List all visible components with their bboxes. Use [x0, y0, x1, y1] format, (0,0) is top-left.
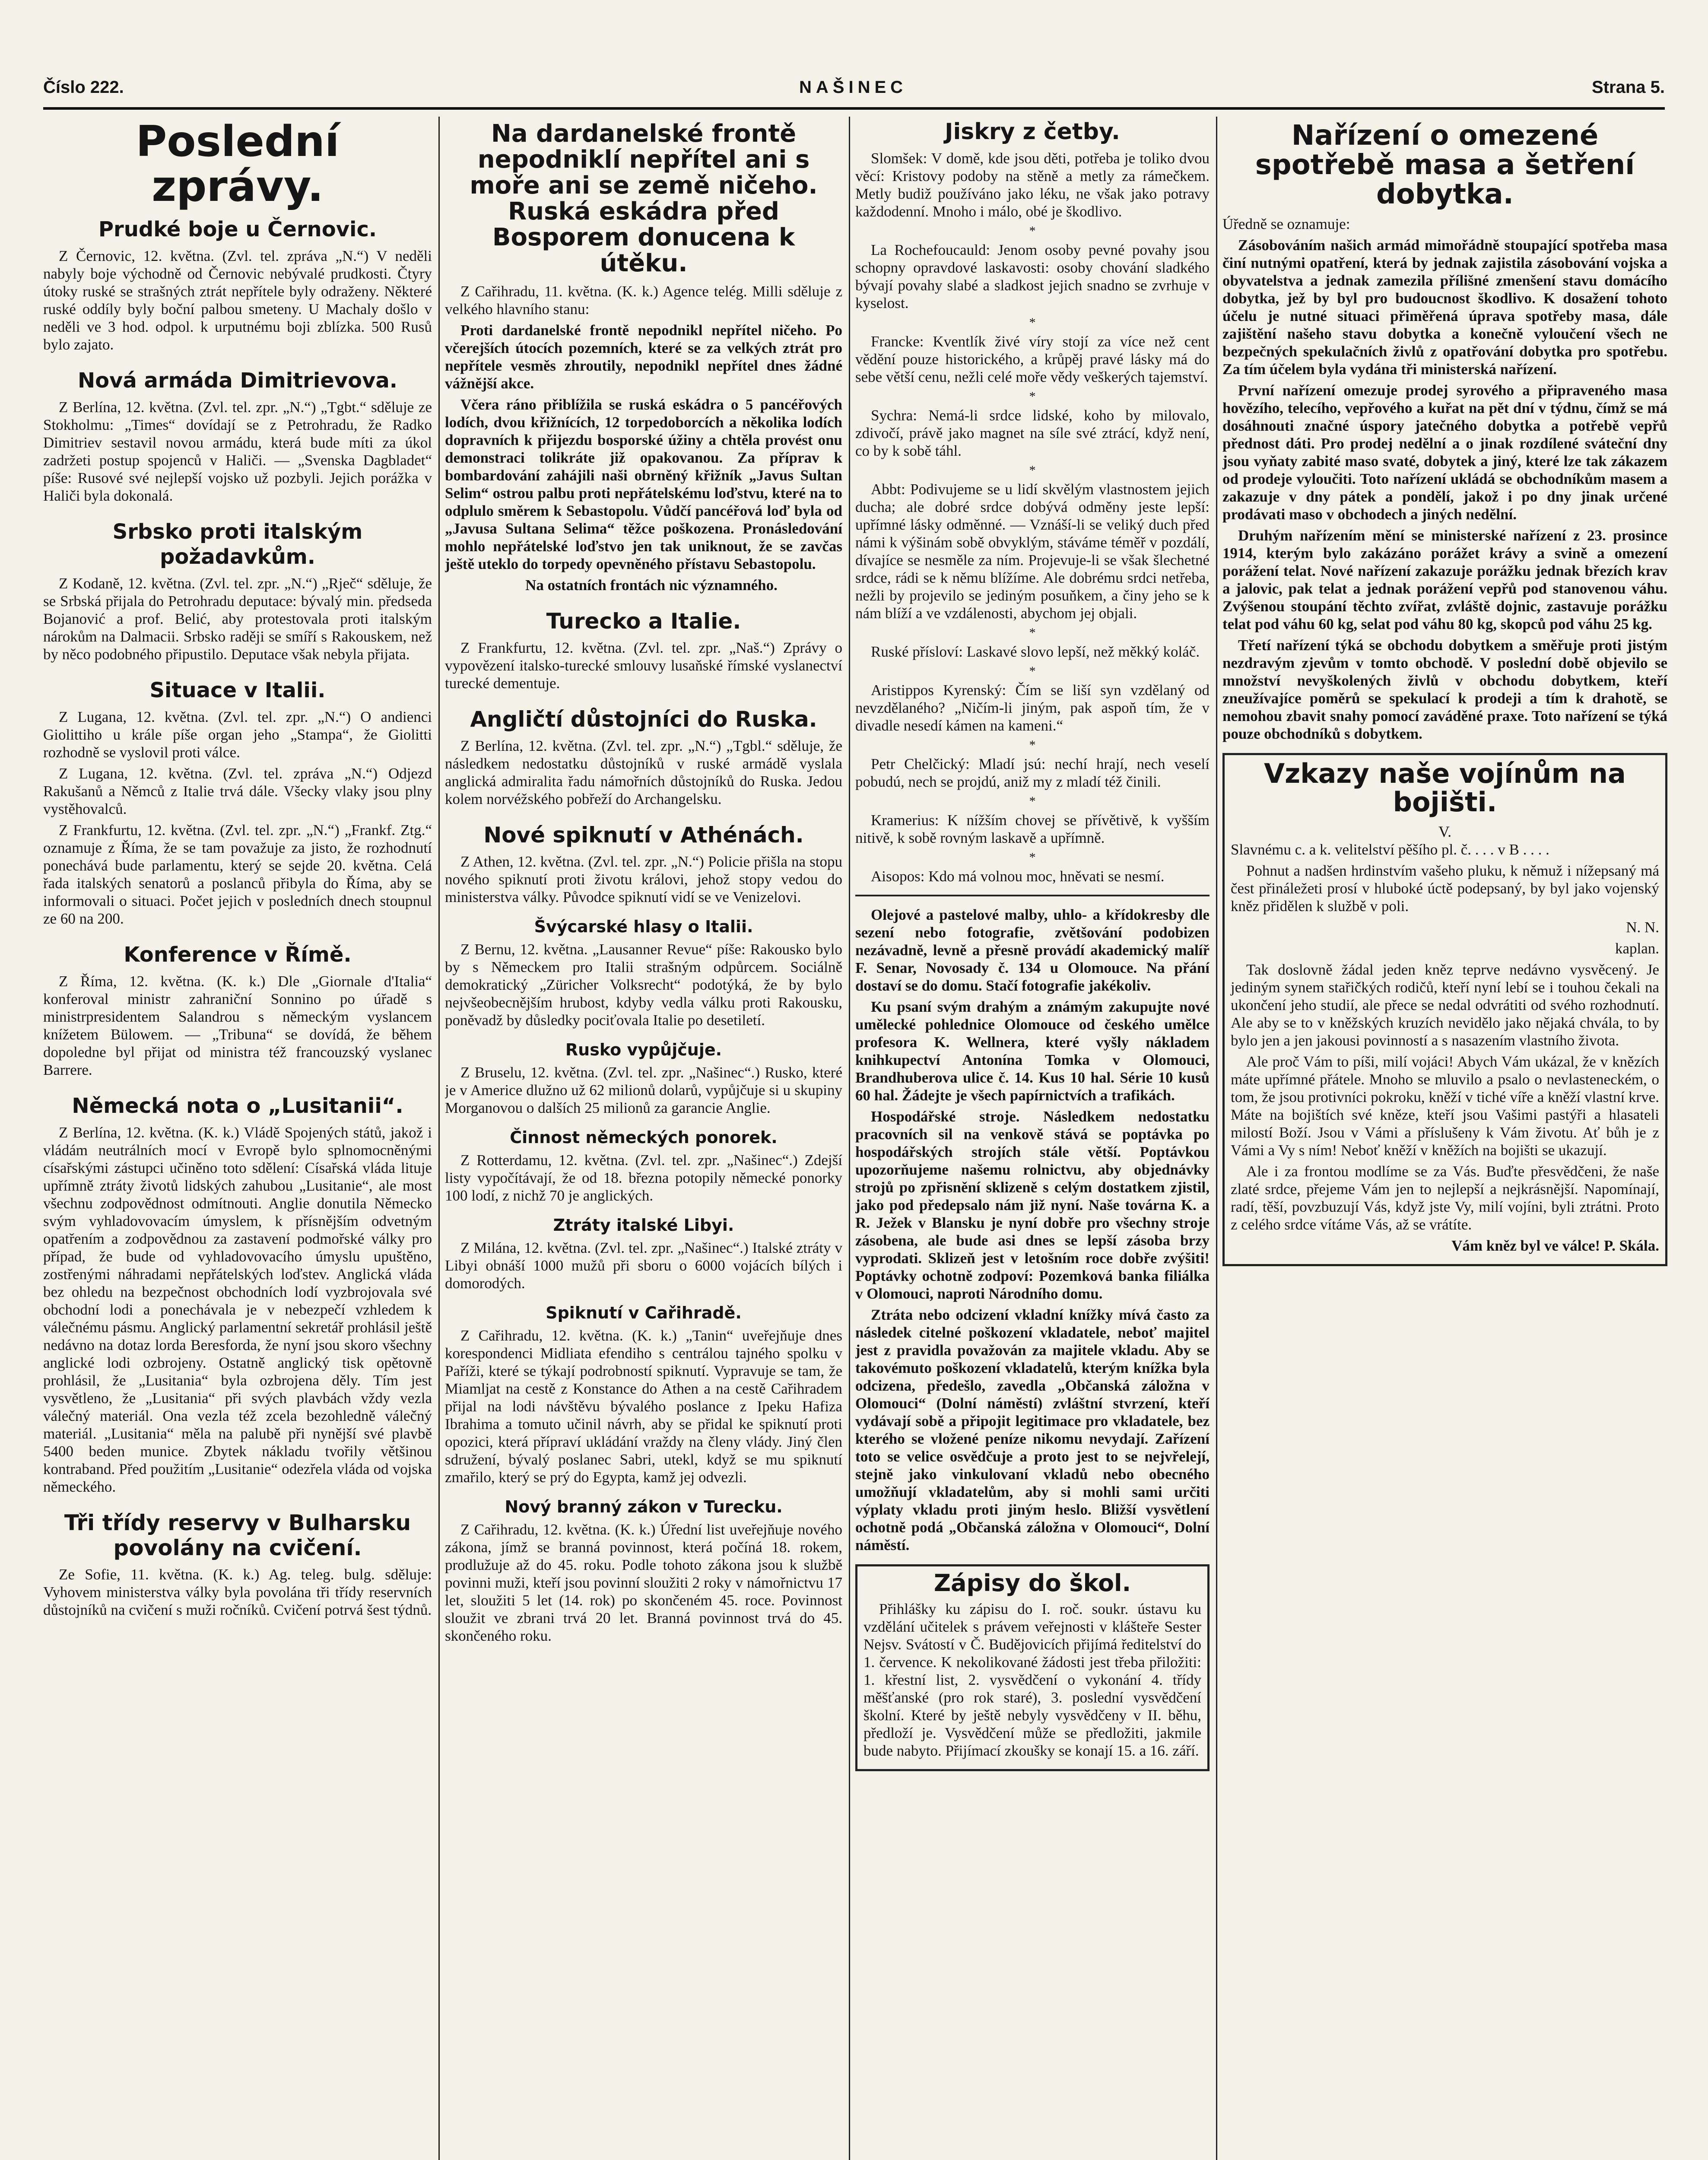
page-number: Strana 5. — [1592, 78, 1665, 97]
separator-star: * — [1029, 738, 1036, 752]
article-body: Z Berlína, 12. května. (K. k.) Vládě Spojených států, jakož i vládám neutrálních mocí v Evropě bylo splnomocněnými císařskými zástupci učiněno toto sdělení: Císařská vláda lituje upřímně ztráty životů lidských zahubou „Lusitanie“, ale most všechnu zodpovědnost odmítnouti. Anglie donutila Německo svým vyhladovovacím úmyslem, k přísnějším odvetným opatřením a zodpovědnou za zastavení podmořské války pro případ, že bude od vyhladovovacího úmyslu upuštěno, zostřenými náhradami nepřátelských loďstev. Anglická vláda bez ohledu na bezpečnost obchodních lodí vyzbrojovala své obchodní lodi a ponechávala je v nebezpečí vzhledem k válečnému pásmu. Anglický parlamentní sekretář prohlásil ještě nedávno na dotaz lorda Beresforda, že nyní jsou skoro všechny anglické lodi ozbrojeny. Ostatně anglický tisk opětovně prohlásil, že „Lusitania“ byla ozbrojena děly. Tím jest vysvětleno, že „Lusitania“ při svých plavbách vždy vezla válečný materiál. Ona vezla též zcela bezohledně válečný materiál. „Lusitania“ měla na palubě při nynější své plavbě 5400 beden munice. Zbytek nákladu tvořily většinou kontraband. Před použitím „Lusitanie“ odezřela vláda od vojska německého. — [43, 1124, 432, 1495]
letter-signature: N. N. — [1626, 919, 1659, 936]
separator-star: * — [1029, 794, 1036, 808]
letter-body: Ale proč Vám to píši, milí vojáci! Abych Vám ukázal, že v knězích máte upřímné přátele. Mnoho se mluvilo a psalo o nevlasteneckém, o tom, že jsou protivníci pokroku, kněží v tiché víře a kněží vlastní krve. Máte na bojištích své kněze, kteří jsou Vašimi pastýři a hlasateli milostí Boží. Jsou v Vámi a příslušeny k Vám životu. Ať bůh je z Vámi a Vy s ním! Neboť kněží v kněžích na bojišti se ukazují. — [1231, 1053, 1659, 1159]
article-body: Z Cařihradu, 12. května. (K. k.) Úřední list uveřejňuje nového zákona, jímž se branná povinnost, která počíná 18. rokem, prodlužuje až do 45. roku. Podle tohoto zákona jsou k službě povinni muži, kteří jsou povinní sloužiti 2 roky v námořnictvu 17 let, sloužiti 5 let (14. rok) po skončeném 45. roce. Povinnost sloužit ve zbrani trvá 20 let. Branná povinnost trvá do 45. skončeného roku. — [445, 1521, 842, 1644]
article-body: Z Berlína, 12. května. (Zvl. tel. zpr. „N.“) „Tgbl.“ sděluje, že následkem nedostatku důstojníků v ruské armádě vyslala anglická admiralita řadu námořních důstojníků do Ruska. Jedou kolem norvéžského pobřeží do Archangelsku. — [445, 737, 842, 807]
article-body: Z Bernu, 12. května. „Lausanner Revue“ píše: Rakousko bylo by s Německem pro Italii strašným odpůrcem. Sociálně demokratický „Züricher Volksrecht“ podotýká, že by bylo nejvšeobecnějším hrubost, kdyby vedla válku proti Rakousku, poněvadž by důsledky pociťovala Italie po desetiletí. — [445, 941, 842, 1029]
column-4 — [1222, 117, 1667, 2160]
article-body: Z Lugana, 12. května. (Zvl. tel. zpr. „N.“) O andienci Giolittiho u krále píše organ jeho „Stampa“, že Giolitti rozhodně se vyslovil proti válce. — [43, 708, 432, 761]
quote: Petr Chelčický: Mladí jsú: nechí hrají, nech veselí pobudú, nech se projdú, aniž my z mladí též činili. — [855, 756, 1210, 790]
article-headline: Nařízení o omezené spotřebě masa a šetření dobytka. — [1255, 120, 1635, 210]
article-headline: Tři třídy reservy v Bulharsku povolány na cvičení. — [64, 1510, 411, 1560]
article-body: Ze Sofie, 11. května. (K. k.) Ag. teleg. bulg. sděluje: Vyhovem ministerstva války byla povolána tři třídy reservních důstojníků na cvičení s muži ročníků. Cvičení potrvá šest týdnů. — [43, 1566, 432, 1618]
article-body: Z Milána, 12. května. (Zvl. tel. zpr. „Našinec“.) Italské ztráty v Libyi obnáší 1000 mužů při sboru o 6000 vojácích bílých i domorodých. — [445, 1239, 842, 1292]
article-headline: Situace v Italii. — [149, 678, 326, 702]
school-notice-box — [855, 1564, 1210, 1771]
article-headline: Angličtí důstojníci do Ruska. — [470, 707, 817, 732]
article-headline: Prudké boje u Černovic. — [98, 217, 377, 241]
separator-star: * — [1029, 626, 1036, 640]
article-body: Z Cařihradu, 12. května. (K. k.) „Tanin“ uveřejňuje dnes korespondenci Midliata efendiho s centrálou tajného spolku v Paříži, které se týkají podrobností spiknutí. Vypravuje se tam, že Miamljat na cestě z Konstance do Athen a na cestě Cařihradem přijal na lodi návštěvu bývalého poslance z Ipeku Hafiza Ibrahima a tomuto učinil návrh, aby se přidal ke spiknutí proti opozici, která přípraví ukládání vraždy na členy vlády. Jiný člen sdružení, bývalý poslanec Sabri, utekl, když se mu spiknutí zmařilo, který se prý do Egypta, kamž jej odvezli. — [445, 1327, 842, 1486]
page-header — [43, 78, 1665, 104]
letter-body: Tak doslovně žádal jeden kněz teprve nedávno vysvěcený. Je jediným synem stařičkých rodičů, kteří nyní lebí se i touhou čekali na ukončení jeho studií, ale přece se nedal odvrátiti od svého rozhodnutí. Ale aby se to v kněžských kruzích nevidělo jako nějaká chvála, to by bylo jen a jen jakousi povinností a s nasazením vlastního života. — [1231, 961, 1659, 1049]
article-headline: Švýcarské hlasy o Italii. — [534, 917, 753, 936]
separator-star: * — [1029, 389, 1036, 403]
letter-signature-title: kaplan. — [1615, 940, 1659, 957]
article-body: Z Rotterdamu, 12. května. (Zvl. tel. zpr. „Našinec“.) Zdejší listy vypočítávají, že od 18. března potopily německé ponorky 100 lodí, z nichž 70 je anglických. — [445, 1152, 842, 1204]
quote: Ruské přísloví: Laskavé slovo lepší, než měkký koláč. — [871, 643, 1200, 660]
article-headline: Nový branný zákon v Turecku. — [505, 1497, 783, 1516]
article-body: Z Frankfurtu, 12. května. (Zvl. tel. zpr. „Naš.“) Zprávy o vypovězení italsko-turecké smlouvy lusaňské římské vyslanectví turecké dementuje. — [445, 639, 842, 692]
column-2 — [445, 117, 842, 2160]
article-body: Z Athen, 12. května. (Zvl. tel. zpr. „N.“) Policie přišla na stopu nového spiknutí proti životu královi, jehož stopy vedou do ministerstva války. Původce spiknutí vidí se ve Venizelovi. — [445, 853, 842, 905]
letter-signature: P. Skála. — [1603, 1237, 1659, 1254]
article-lead: Úředně se oznamuje: — [1222, 216, 1350, 232]
separator-star: * — [1029, 850, 1036, 864]
notice-body: Ztráta nebo odcizení vkladní knížky mívá často za následek citelné poškození vkladatele, neboť majitel jest z pravidla považován za majitele vkladu. Aby se takovémuto poškození vkladatelů, kterým knížka byla odcizena, předešlo, zavedla „Občanská záložna v Olomouci“ (Dolní náměstí) zvláštní stvrzení, kteří vydávají sobě a připojit legitimace pro vkladatele, bez kterého se vložené peníze nikomu nevydají. Zařízení toto se velice osvědčuje a proto jest to se nejvřelejí, stejně jako vinkulovaní vkladů nebo obecného umožňují vkladatelům, aby si mohli sami určiti výplaty vkladu proti jiným heslo. Bližší vysvětlení ochotně podá „Občanská záložna v Olomouci“, Dolní náměstí. — [855, 1306, 1210, 1553]
article-body: První nařízení omezuje prodej syrového a připraveného masa hovězího, telecího, vepřového a kuřat na pět dní v týdnu, čímž se má dosáhnouti značné úspory jatečného dobytka a potřebě vepřů přednost dáti. Pro prodej nedělní a o jinak rozdílené sváteční dny jsou vyňaty zabité maso svaté, dobytek a jiný, které lze tak zákazem od prodeje vyloučiti. Toto nařízení ukládá se obchodníkům masem a zakazuje v dny pátek a pondělí, jakož i po dny jinak určené prodávati maso v obchodech a jiných nedělní. — [1222, 382, 1667, 523]
article-body: Z Říma, 12. května. (K. k.) Dle „Giornale d'Italia“ konferoval ministr zahraniční Sonnino po úřadě s ministrpresidentem Salandrou s německým vyslancem knížetem Bülowem. — „Tribuna“ se dovídá, že během dopoledne byl přijat od ministra též francouzský vyslanec Barrere. — [43, 973, 432, 1078]
notice-body: Hospodářské stroje. Následkem nedostatku pracovních sil na venkově stává se poptávka po hospodářských strojích stále větší. Poptávkou upozorňujeme našemu rolnictvu, aby objednávky strojů po zpřisnění sklizeně s celým dostatkem zjistil, jako pod předepsalo nám již nyní. Naše továrna K. a R. Ježek v Blansku je nyní dobře pro všechny stroje zásobena, ale bude asi dnes se lepší zásoba brzy vyprodati. Sklizeň jest v letošním roce dobře zvýšiti! Poptávky ochotně zodpoví: Pozemková banka filiálka v Olomouci, naproti Národního domu. — [855, 1108, 1210, 1302]
quote: Kramerius: K nížším chovej se přívětivě, k vyšším nitivě, k sobě rovným laskavě a upřímně. — [855, 812, 1210, 846]
article-body: Z Lugana, 12. května. (Zvl. tel. zpráva „N.“) Odjezd Rakušanů a Němců z Italie trvá dále. Všecky vlaky jsou plny vystěhovalců. — [43, 765, 432, 817]
letter-address: Slavnému c. a k. velitelství pěšího pl. č. . . . v B . . . . — [1231, 841, 1549, 858]
column-divider — [1216, 117, 1217, 2160]
article-body: Z Cařihradu, 11. května. (K. k.) Agence telég. Milli sděluje z velkého hlavního stanu: — [445, 283, 842, 318]
article-headline: Spiknutí v Cařihradě. — [546, 1303, 742, 1322]
section-title: Poslední zprávy. — [136, 117, 340, 211]
letters-box — [1222, 753, 1667, 1266]
separator-star: * — [1029, 315, 1036, 330]
article-body: Proti dardanelské frontě nepodnikl nepřítel ničeho. Po včerejších útocích pozemních, které se za velkých ztrát pro nepřítele vesměs zhroutily, nepodnikl nepřítel dnes žádné vážnější akce. — [445, 322, 842, 392]
article-headline: Rusko vypůjčuje. — [565, 1040, 722, 1059]
letter-number: V. — [1438, 823, 1452, 840]
column-3 — [855, 117, 1210, 2160]
quote: Sychra: Nemá-li srdce lidské, koho by milovalo, zdivočí, právě jako magnet na síle své ztrácí, když není, co by k sobě táhl. — [855, 407, 1210, 459]
article-body: Přihlášky ku zápisu do I. roč. soukr. ústavu ku vzdělání učitelek s právem veřejnosti v klášteře Sester Nejsv. Svátostí v Č. Budějovicích přijímá ředitelství do 1. července. K nekolikované žádosti jest třeba přiložiti: 1. křestní list, 2. vysvědčení o vykonání 4. třídy měšťanské (pro rok staré), 3. poslední vysvědčení školní. Které by ještě nebyly vysvědčeny v II. běhu, předloží je. Vysvědčení může se předložiti, jakmile bude nabyto. Přijímací zkoušky se konají 15. a 16. září. — [864, 1601, 1201, 1759]
quote: La Rochefoucauld: Jenom osoby pevné povahy jsou schopny opravdové laskavosti: osoby chování sladkého bývají povahy slabé a sladkost jejich snadno se zvrhuje v kyselost. — [855, 241, 1210, 311]
article-body: Z Bruselu, 12. května. (Zvl. tel. zpr. „Našinec“.) Rusko, které je v Americe dlužno už 62 milionů dolarů, vypůjčuje si u skupiny Morganovou o dalších 25 milionů za garancie Anglie. — [445, 1064, 842, 1116]
article-headline: Jiskry z četby. — [945, 119, 1120, 145]
column-divider — [849, 117, 850, 2160]
letter-closing — [1231, 1237, 1659, 1255]
article-headline: Nová armáda Dimitrievova. — [77, 368, 398, 393]
article-body: Z Černovic, 12. května. (Zvl. tel. zpráva „N.“) V neděli nabyly boje východně od Černovic nebývalé prudkosti. Čtyry útoky ruské se strašných ztrát nepřítele byly odraženy. Některé ruské oddíly byly boční palbou smeteny. U Machaly došlo v neděli ve 3 hod. odpol. k urputnému boji zblízka. 500 Rusů bylo zajato. — [43, 248, 432, 353]
issue-number: Číslo 222. — [43, 78, 124, 97]
article-headline: Vzkazy naše vojínům na bojišti. — [1264, 758, 1626, 818]
article-body: Zásobováním našich armád mimořádně stoupající spotřeba masa činí nutnými opatření, která by jednak zajistila zásobování vojska a obyvatelstva a jednak zamezila přílišné zmenšení stavu domácího dobytka, jež by byl pro budoucnost škodlivo. K dosažení tohoto účelu je nutné situaci přiměřená úprava spotřeby masa, dále zajištění našeho stavu dobytka a konečně vyloučení všech ne bezpečných spekulačních živlů z opatřování dobytka pro spotřebu. Za tím účelem byla vydána tři ministerská nařízení. — [1222, 237, 1667, 378]
separator-star: * — [1029, 463, 1036, 477]
notice-body: Olejové a pastelové malby, uhlo- a křídokresby dle sezení nebo fotografie, zvětšování podobizen nezávadně, levně a přesně provádí akademický malíř F. Senar, Novosady č. 134 u Olomouce. Na přání dostaví se do domu. Stačí fotografie jakékoliv. — [855, 906, 1210, 994]
article-body: Třetí nařízení týká se obchodu dobytkem a směřuje proti jistým nezdravým zjevům v tomto obchodě. V poslední době objevilo se množství nevyškolených živlů v obchodu dobytkem, kteří zneužívajíce poměrů se spekulací k prodeji a tím k drahotě, se nemohou zbavit snahy pomocí zaváděné praxe. Toto nařízení se týká pouze obchodníků s dobytkem. — [1222, 637, 1667, 742]
article-headline: Konference v Římě. — [124, 943, 352, 967]
article-headline: Německá nota o „Lusitanii“. — [72, 1094, 403, 1118]
article-headline: Turecko a Italie. — [546, 609, 741, 634]
column-1 — [43, 117, 432, 2160]
quote: Slomšek: V domě, kde jsou děti, potřeba je toliko dvou věcí: Kristovy podoby na stěně a metly za rámečkem. Metly budiž používáno jako léku, ne však jako potravy každodenní. Mnoho i málo, obé je škodlivo. — [855, 150, 1210, 220]
article-headline: Nové spiknutí v Athénách. — [483, 823, 804, 848]
article-body: Z Berlína, 12. května. (Zvl. tel. zpr. „N.“) „Tgbt.“ sděluje ze Stokholmu: „Times“ dovídají se z Petrohradu, že Radko Dimitriev sestavil novou armádu, která bude míti za úkol zadržeti postup spojenců v Haliči. — „Svenska Dagbladet“ píše: Rusové své nejlepší vojsko už pozbyli. Jejich porážka v Haliči byla dokonalá. — [43, 399, 432, 504]
article-body: Druhým nařízením mění se ministerské nařízení z 23. prosince 1914, kterým bylo zakázáno porážet krávy a svině a omezení porážení telat. Nové nařízení zakazuje porážku jednak březích krav a jalovic, pak telat a jednak porážení vepřů pod stanovenou váhu. Zvýšenou stoupání těchto zvířat, zvláště dojnic, zastavuje porážku telat pod váhu 60 kg, selat pod váhu 80 kg, skopců pod váhu 25 kg. — [1222, 527, 1667, 632]
letter-closing-text: Vám kněz byl ve válce! — [1451, 1237, 1600, 1254]
notice-body: Ku psaní svým drahým a známým zakupujte nové umělecké pohlednice Olomouce od českého umělce profesora K. Wellnera, které vyšly nákladem knihkupectví Antonína Tomka v Olomouci, Brandhuberova ulice č. 14. Kus 10 hal. Série 10 kusů 60 hal. Žádejte je všech papírnictvích a trafikách. — [855, 998, 1210, 1104]
newspaper-title: NAŠINEC — [799, 78, 908, 97]
article-body: Z Kodaně, 12. května. (Zvl. tel. zpr. „N.“) „Rječ“ sděluje, že se Srbská přijala do Petrohradu deputace: bývalý min. předseda Bojanović a prof. Belić, aby protestovala proti italským nárokům na Dalmacii. Srbsko raději se smíří s Rakouskem, než by něco podobného připustilo. Deputace však nebyla přijata. — [43, 575, 432, 663]
column-divider — [438, 117, 440, 2160]
letter-body: Pohnut a nadšen hrdinstvím vašeho pluku, k němuž i nížepsaný má čest přináležeti prosí v hluboké úctě podepsaný, by byl jako vojenský kněz přidělen k službě v poli. — [1231, 862, 1659, 915]
separator-star: * — [1029, 224, 1036, 238]
quote: Francke: Kventlík živé víry stojí za více než cent vědění pouze historického, a krůpěj pravé lásky má do sebe větší cenu, nežli celé moře vědy veškerých tajemství. — [855, 333, 1210, 385]
article-body: Na ostatních frontách nic významného. — [525, 577, 778, 594]
quote: Aristippos Kyrenský: Čím se liší syn vzdělaný od nevzdělaného? „Ničím-li jiným, pak aspoň tím, že v divadle nesedí kámen na kameni.“ — [855, 682, 1210, 734]
quote: Aisopos: Kdo má volnou moc, hněvati se nesmí. — [871, 868, 1165, 885]
divider — [855, 895, 1210, 896]
letter-body: Ale i za frontou modlíme se za Vás. Buďte přesvědčeni, že naše zlaté srdce, přejeme Vám jen to nejlepší a nejkrásnější. Napomínají, radí, těší, povzbuzují Vás, když jste Vy, milí vojíni, byli ztrátni. Proto z celého srdce vítáme Vás, až se vrátíte. — [1231, 1163, 1659, 1233]
article-headline: Srbsko proti italským požadavkům. — [112, 520, 363, 569]
article-headline: Ztráty italské Libyi. — [553, 1216, 734, 1235]
article-headline: Zápisy do škol. — [933, 1569, 1131, 1597]
article-headline: Činnost německých ponorek. — [510, 1128, 778, 1147]
article-body: Z Frankfurtu, 12. května. (Zvl. tel. zpr. „N.“) „Frankf. Ztg.“ oznamuje z Říma, že se tam považuje za jisto, že rozhodnutí ponechává bude parlamentu, který se sejde 20. května. Celá řada italských senatorů a poslanců přibyla do Říma, aby se informovali o situaci. Počet jejich v posledních dnech stoupnul ze 60 na 200. — [43, 822, 432, 927]
lead-headline: Na dardanelské frontě nepodniklí nepřítel ani s moře ani se země ničeho. Ruská eskádra před Bosporem donucena k útěku. — [470, 120, 818, 277]
header-rule — [43, 107, 1665, 110]
quote: Abbt: Podivujeme se u lidí skvělým vlastnostem jejich ducha; ale dobré srdce dobývá odměny jeste lepší: upřímné lásky odměnné. — Vznáší-li se veliký duch před námi k výšinám sobě obvyklým, stáváme téměř v pozdálí, dívajíce se nesměle za ním. Projevuje-li se však šlechetné srdce, rádi se k němu blížíme. Ale dobrému srdci netřeba, nežli by projevilo se jediným posuňkem, a činy jeho se k nám blíží a ve vzdálenosti, abychom jej objali. — [855, 481, 1210, 622]
article-body: Včera ráno přiblížila se ruská eskádra o 5 pancéřových lodích, dvou křižnících, 12 torpedoborcích a několika lodích dopravních k přijezdu bosporské úžiny a chtěla provést onu demonstraci tolikráte již opakovanou. Za příprav k bombardování zahájili naši obrněný křižník „Javus Sultan Selim“ ostrou palbu proti nepřátelskému loďstvu, které na to odplulo směrem k Sebastopolu. Vůdčí pancéřová loď byla od „Javusa Sultana Selima“ těžce poškozena. Pronásledování mohlo nepřátelské loďstvo jen tak uniknout, že se zavčas ještě uteklo do torpedy opevněného přístavu Sebastopolu. — [445, 396, 842, 572]
separator-star: * — [1029, 664, 1036, 678]
